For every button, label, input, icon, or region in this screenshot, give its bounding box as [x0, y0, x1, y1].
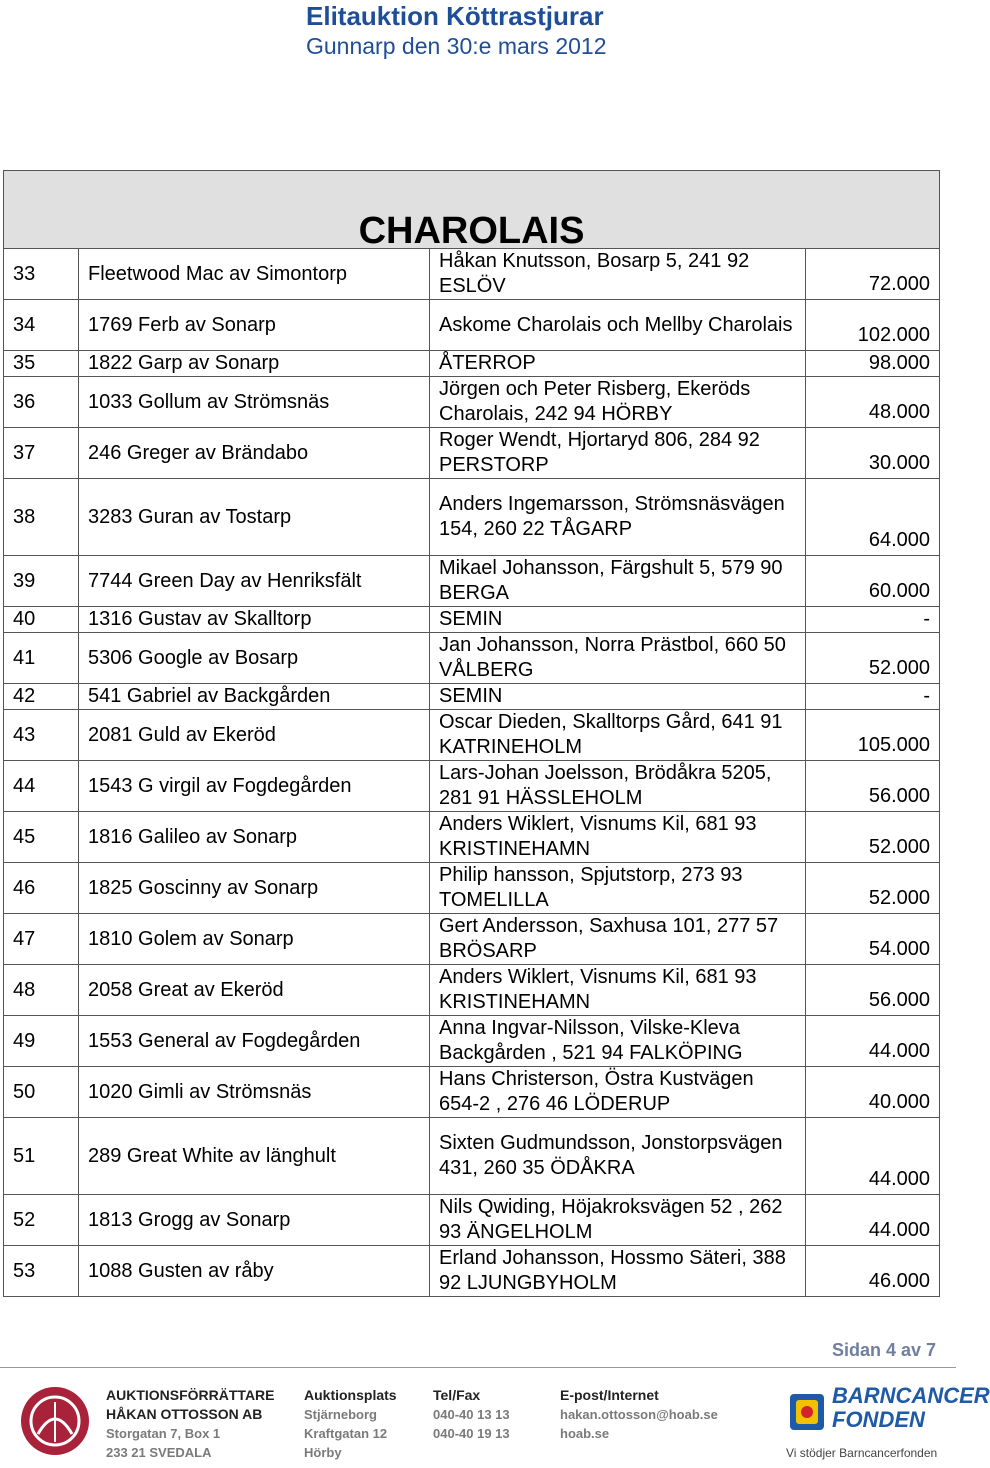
lot-number: 33 [4, 249, 79, 300]
buyer: Hans Christerson, Östra Kustvägen 654-2 , 276 46 LÖDERUP [430, 1067, 806, 1118]
buyer: Jörgen och Peter Risberg, Ekeröds Charolais, 242 94 HÖRBY [430, 377, 806, 428]
buyer: Gert Andersson, Saxhusa 101, 277 57 BRÖSARP [430, 914, 806, 965]
footer-auctioneer-col [106, 1386, 275, 1462]
table-row [4, 965, 940, 1016]
footer-col1-line3: Storgatan 7, Box 1 [106, 1426, 221, 1441]
lot-number: 45 [4, 812, 79, 863]
sponsor-name-line1: BARNCANCER [832, 1383, 990, 1408]
lot-number: 36 [4, 377, 79, 428]
table-row [4, 812, 940, 863]
footer-col3-line3: 040-40 19 13 [433, 1426, 510, 1441]
price: 54.000 [806, 914, 940, 965]
footer-venue-col [304, 1386, 397, 1462]
lot-number: 39 [4, 556, 79, 607]
sponsor-emblem-icon [786, 1386, 828, 1436]
lot-number: 41 [4, 633, 79, 684]
buyer: Oscar Dieden, Skalltorps Gård, 641 91 KATRINEHOLM [430, 710, 806, 761]
table-row [4, 607, 940, 633]
footer-col2-line1: Auktionsplats [304, 1387, 397, 1403]
footer-website-link[interactable]: hoab.se [560, 1426, 610, 1441]
bull-name: 1543 G virgil av Fogdegården [79, 761, 430, 812]
table-row [4, 351, 940, 377]
price: 52.000 [806, 812, 940, 863]
lot-number: 53 [4, 1246, 79, 1297]
lot-number: 40 [4, 607, 79, 633]
price: 46.000 [806, 1246, 940, 1297]
bull-name: 1553 General av Fogdegården [79, 1016, 430, 1067]
price: 56.000 [806, 761, 940, 812]
bull-name: 289 Great White av länghult [79, 1118, 430, 1195]
bull-name: 2081 Guld av Ekeröd [79, 710, 430, 761]
table-row [4, 300, 940, 351]
sponsor-tagline: Vi stödjer Barncancerfonden [786, 1446, 938, 1460]
page-subtitle: Gunnarp den 30:e mars 2012 [306, 33, 607, 59]
table-row [4, 249, 940, 300]
footer-col2-line4: Hörby [304, 1445, 342, 1460]
table-row [4, 863, 940, 914]
lot-number: 46 [4, 863, 79, 914]
buyer: Anders Wiklert, Visnums Kil, 681 93 KRISTINEHAMN [430, 965, 806, 1016]
lot-number: 43 [4, 710, 79, 761]
bull-name: 1825 Goscinny av Sonarp [79, 863, 430, 914]
sponsor-name [832, 1384, 990, 1432]
bull-name: 5306 Google av Bosarp [79, 633, 430, 684]
table-row [4, 377, 940, 428]
buyer: Jan Johansson, Norra Prästbol, 660 50 VÅLBERG [430, 633, 806, 684]
footer-col1-line2: HÅKAN OTTOSSON AB [106, 1406, 263, 1422]
buyer: Roger Wendt, Hjortaryd 806, 284 92 PERSTORP [430, 428, 806, 479]
lot-number: 49 [4, 1016, 79, 1067]
lot-number: 42 [4, 684, 79, 710]
lot-number: 35 [4, 351, 79, 377]
buyer: ÅTERROP [430, 351, 806, 377]
bull-name: 541 Gabriel av Backgården [79, 684, 430, 710]
footer-col2-line3: Kraftgatan 12 [304, 1426, 388, 1441]
table-row [4, 710, 940, 761]
bull-name: 1033 Gollum av Strömsnäs [79, 377, 430, 428]
price: 30.000 [806, 428, 940, 479]
bull-name: 1020 Gimli av Strömsnäs [79, 1067, 430, 1118]
barncancerfonden-logo [786, 1383, 990, 1464]
buyer: Anders Ingemarsson, Strömsnäsvägen 154, 260 22 TÅGARP [430, 479, 806, 556]
bull-name: 246 Greger av Brändabo [79, 428, 430, 479]
lot-number: 47 [4, 914, 79, 965]
table-row [4, 428, 940, 479]
table-row [4, 633, 940, 684]
lot-number: 44 [4, 761, 79, 812]
lot-number: 50 [4, 1067, 79, 1118]
table-row [4, 1246, 940, 1297]
buyer: Mikael Johansson, Färgshult 5, 579 90 BERGA [430, 556, 806, 607]
price: 102.000 [806, 300, 940, 351]
table-row [4, 914, 940, 965]
bull-name: 1769 Ferb av Sonarp [79, 300, 430, 351]
buyer: Nils Qwiding, Höjakroksvägen 52 , 262 93 ÄNGELHOLM [430, 1195, 806, 1246]
breed-header-row [4, 171, 940, 249]
table-row [4, 1195, 940, 1246]
table-row [4, 1016, 940, 1067]
buyer: SEMIN [430, 684, 806, 710]
footer-col3-line2: 040-40 13 13 [433, 1407, 510, 1422]
page-number: Sidan 4 av 7 [831, 1340, 936, 1360]
footer-email-link[interactable]: hakan.ottosson@hoab.se [560, 1407, 718, 1422]
buyer: Håkan Knutsson, Bosarp 5, 241 92 ESLÖV [430, 249, 806, 300]
price: 72.000 [806, 249, 940, 300]
bull-name: 1822 Garp av Sonarp [79, 351, 430, 377]
buyer: Erland Johansson, Hossmo Säteri, 388 92 LJUNGBYHOLM [430, 1246, 806, 1297]
table-row [4, 479, 940, 556]
lot-number: 37 [4, 428, 79, 479]
bull-name: 3283 Guran av Tostarp [79, 479, 430, 556]
footer-col1-line4: 233 21 SVEDALA [106, 1445, 212, 1460]
buyer: Sixten Gudmundsson, Jonstorpsvägen 431, 260 35 ÖDÅKRA [430, 1118, 806, 1195]
buyer: Lars-Johan Joelsson, Brödåkra 5205, 281 91 HÄSSLEHOLM [430, 761, 806, 812]
lot-number: 51 [4, 1118, 79, 1195]
price: 44.000 [806, 1195, 940, 1246]
breed-title: CHAROLAIS [4, 171, 940, 249]
page-title: Elitauktion Köttrastjurar [306, 1, 604, 31]
bull-name: 1810 Golem av Sonarp [79, 914, 430, 965]
price: 44.000 [806, 1016, 940, 1067]
price: - [806, 684, 940, 710]
price: 98.000 [806, 351, 940, 377]
footer [0, 1372, 990, 1468]
bull-name: 7744 Green Day av Henriksfält [79, 556, 430, 607]
price: 60.000 [806, 556, 940, 607]
buyer: Anders Wiklert, Visnums Kil, 681 93 KRISTINEHAMN [430, 812, 806, 863]
bull-name: 1088 Gusten av råby [79, 1246, 430, 1297]
footer-phone-col [433, 1386, 510, 1443]
price: 40.000 [806, 1067, 940, 1118]
price: 64.000 [806, 479, 940, 556]
footer-col3-line1: Tel/Fax [433, 1387, 481, 1403]
table-row [4, 556, 940, 607]
bull-name: 1316 Gustav av Skalltorp [79, 607, 430, 633]
buyer: Philip hansson, Spjutstorp, 273 93 TOMELILLA [430, 863, 806, 914]
bull-name: 1813 Grogg av Sonarp [79, 1195, 430, 1246]
auction-results-table [3, 170, 939, 1297]
table-row [4, 1118, 940, 1195]
footer-col2-line2: Stjärneborg [304, 1407, 377, 1422]
price: 105.000 [806, 710, 940, 761]
footer-col4-line1: E-post/Internet [560, 1387, 659, 1403]
sponsor-name-line2: FONDEN [832, 1407, 925, 1432]
buyer: SEMIN [430, 607, 806, 633]
price: 44.000 [806, 1118, 940, 1195]
table-row [4, 761, 940, 812]
price: - [806, 607, 940, 633]
table-row [4, 684, 940, 710]
lot-number: 34 [4, 300, 79, 351]
table-row [4, 1067, 940, 1118]
footer-divider [0, 1367, 956, 1368]
auctioneer-logo-icon [18, 1384, 92, 1458]
lot-number: 38 [4, 479, 79, 556]
lot-number: 52 [4, 1195, 79, 1246]
price: 56.000 [806, 965, 940, 1016]
price: 52.000 [806, 633, 940, 684]
bull-name: 1816 Galileo av Sonarp [79, 812, 430, 863]
footer-col1-line1: AUKTIONSFÖRRÄTTARE [106, 1387, 275, 1403]
price: 52.000 [806, 863, 940, 914]
bull-name: 2058 Great av Ekeröd [79, 965, 430, 1016]
lot-number: 48 [4, 965, 79, 1016]
buyer: Askome Charolais och Mellby Charolais [430, 300, 806, 351]
price: 48.000 [806, 377, 940, 428]
footer-email-col [560, 1386, 718, 1443]
bull-name: Fleetwood Mac av Simontorp [79, 249, 430, 300]
buyer: Anna Ingvar-Nilsson, Vilske-Kleva Backgården , 521 94 FALKÖPING [430, 1016, 806, 1067]
